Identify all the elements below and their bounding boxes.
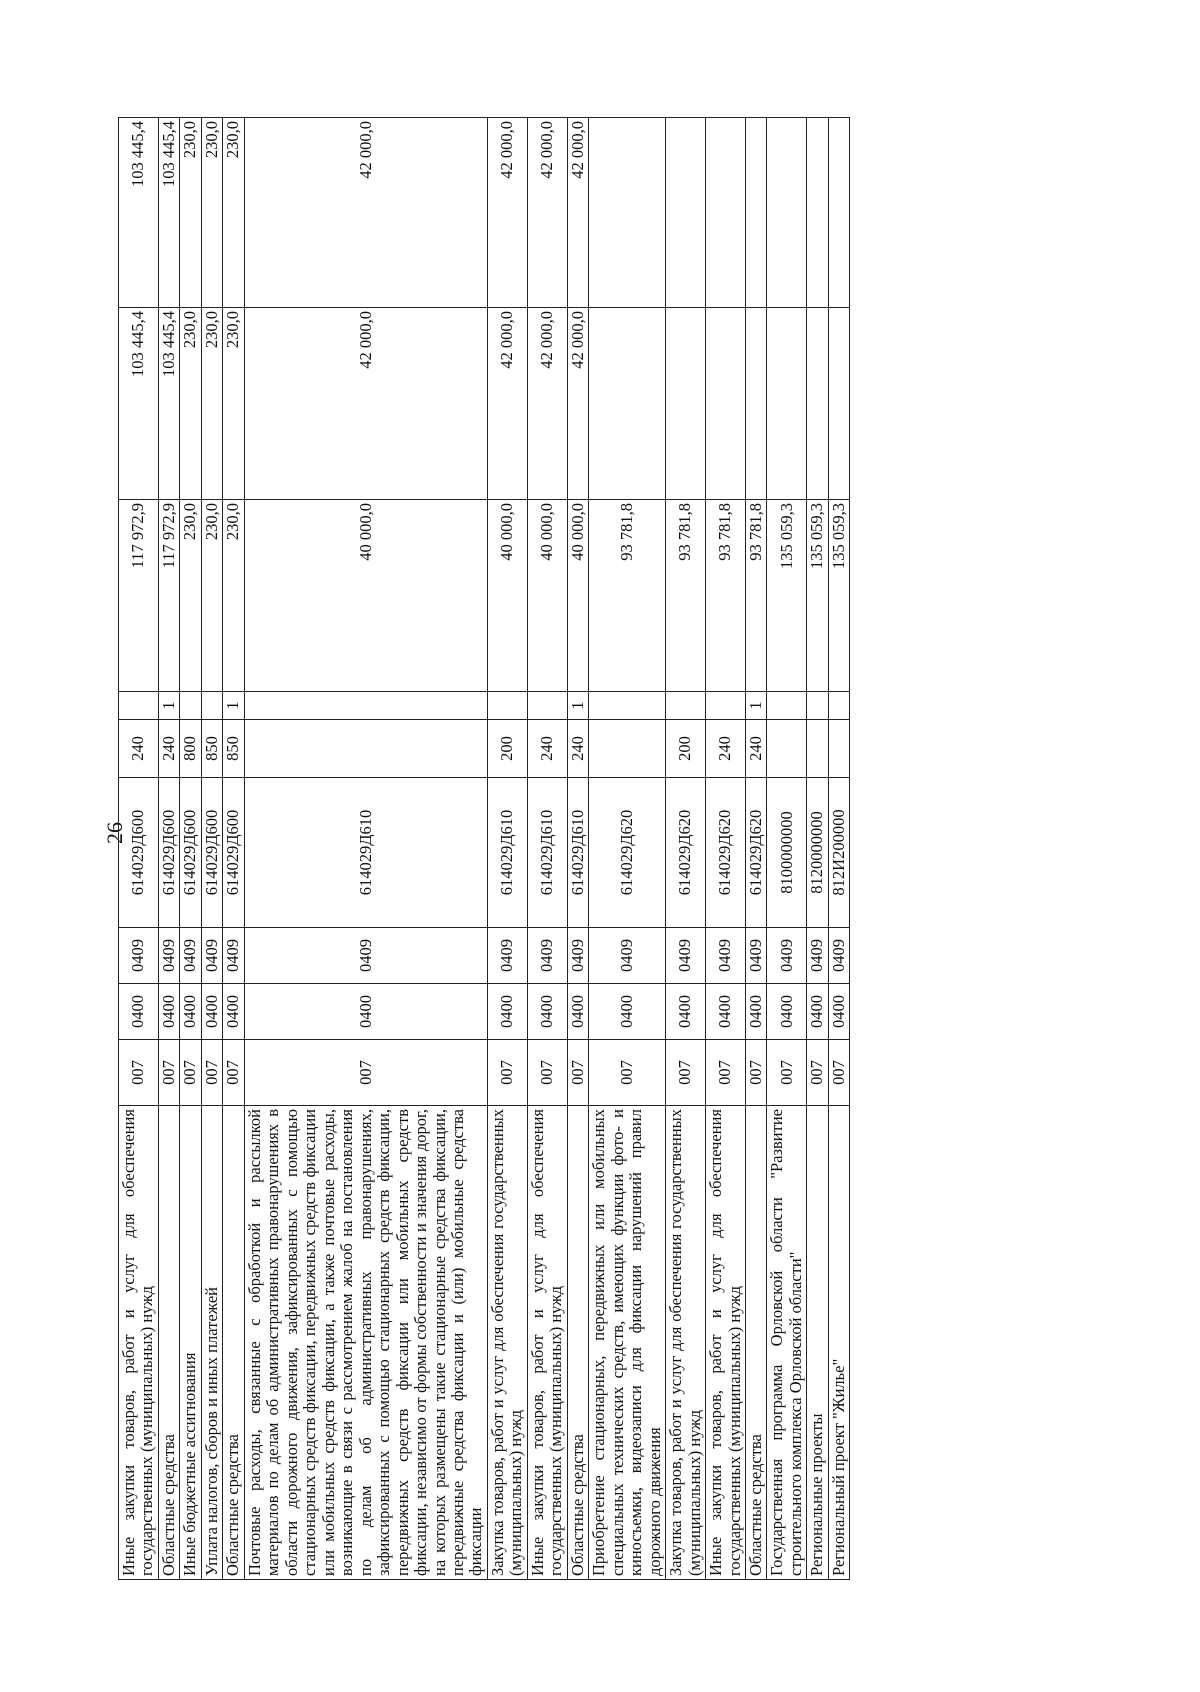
row-name-cell: Иные бюджетные ассигнования: [180, 1106, 201, 1580]
grbs-cell: 007: [767, 1040, 807, 1106]
grbs-cell: 007: [119, 1040, 159, 1106]
section-cell: 0400: [666, 984, 706, 1040]
amount-year2-cell: [807, 308, 828, 500]
target-article-cell: 614029Д610: [487, 778, 527, 928]
amount-year3-cell: [746, 118, 767, 308]
target-article-cell: 614029Д620: [706, 778, 746, 928]
section-cell: 0400: [487, 984, 527, 1040]
grbs-cell: 007: [746, 1040, 767, 1106]
budget-table-body: [119, 118, 850, 1580]
source-mark-cell: 1: [158, 692, 179, 720]
target-article-cell: 614029Д600: [180, 778, 201, 928]
subsection-cell: 0409: [487, 928, 527, 984]
source-mark-cell: [706, 692, 746, 720]
table-row: [119, 118, 159, 1580]
subsection-cell: 0409: [119, 928, 159, 984]
target-article-cell: 812И200000: [828, 778, 849, 928]
amount-year3-cell: 42 000,0: [487, 118, 527, 308]
amount-year3-cell: 230,0: [201, 118, 222, 308]
source-mark-cell: [828, 692, 849, 720]
amount-year1-cell: 230,0: [223, 500, 244, 692]
section-cell: 0400: [244, 984, 487, 1040]
section-cell: 0400: [746, 984, 767, 1040]
expense-type-cell: 240: [119, 720, 159, 778]
source-mark-cell: [201, 692, 222, 720]
grbs-cell: 007: [527, 1040, 567, 1106]
amount-year3-cell: 230,0: [223, 118, 244, 308]
target-article-cell: 614029Д600: [158, 778, 179, 928]
amount-year3-cell: 103 445,4: [119, 118, 159, 308]
amount-year2-cell: [767, 308, 807, 500]
subsection-cell: 0409: [828, 928, 849, 984]
section-cell: 0400: [589, 984, 666, 1040]
section-cell: 0400: [767, 984, 807, 1040]
grbs-cell: 007: [828, 1040, 849, 1106]
source-mark-cell: [767, 692, 807, 720]
row-name-cell: Областные средства: [567, 1106, 588, 1580]
source-mark-cell: [244, 692, 487, 720]
row-name-cell: Почтовые расходы, связанные с обработкой и рассылкой материалов по делам об административных правонарушениях в области дорожного движения, зафиксированных с помощью стационарных средств фиксации, передвижных средств фиксации или мобильных средств фиксации, а также почтовые расходы, возникающие в связи с рассмотрением жалоб на постановления по делам об административных правонарушениях, зафиксированных с помощью стационарных средств фиксации, передвижных средств фиксации или мобильных средств фиксации, независимо от формы собственности и значения дорог, на которых размещены такие стационарные средства фиксации, передвижные средства фиксации и (или) мобильные средства фиксации: [244, 1106, 487, 1580]
target-article-cell: 8120000000: [807, 778, 828, 928]
grbs-cell: 007: [223, 1040, 244, 1106]
section-cell: 0400: [201, 984, 222, 1040]
table-row: [666, 118, 706, 1580]
amount-year2-cell: 230,0: [201, 308, 222, 500]
section-cell: 0400: [807, 984, 828, 1040]
grbs-cell: 007: [201, 1040, 222, 1106]
section-cell: 0400: [158, 984, 179, 1040]
expense-type-cell: 240: [527, 720, 567, 778]
subsection-cell: 0409: [666, 928, 706, 984]
source-mark-cell: [180, 692, 201, 720]
amount-year2-cell: 42 000,0: [244, 308, 487, 500]
grbs-cell: 007: [589, 1040, 666, 1106]
amount-year3-cell: [666, 118, 706, 308]
amount-year1-cell: 230,0: [201, 500, 222, 692]
target-article-cell: 8100000000: [767, 778, 807, 928]
amount-year1-cell: 117 972,9: [119, 500, 159, 692]
amount-year3-cell: [807, 118, 828, 308]
subsection-cell: 0409: [201, 928, 222, 984]
amount-year2-cell: [666, 308, 706, 500]
table-row: [180, 118, 201, 1580]
section-cell: 0400: [527, 984, 567, 1040]
expense-type-cell: 800: [180, 720, 201, 778]
amount-year3-cell: 42 000,0: [527, 118, 567, 308]
subsection-cell: 0409: [527, 928, 567, 984]
table-row: [487, 118, 527, 1580]
source-mark-cell: [807, 692, 828, 720]
amount-year3-cell: [589, 118, 666, 308]
target-article-cell: 614029Д600: [201, 778, 222, 928]
subsection-cell: 0409: [807, 928, 828, 984]
grbs-cell: 007: [180, 1040, 201, 1106]
row-name-cell: Иные закупки товаров, работ и услуг для обеспечения государственных (муниципальных) нужд: [706, 1106, 746, 1580]
table-row: [201, 118, 222, 1580]
section-cell: 0400: [223, 984, 244, 1040]
table-row: [746, 118, 767, 1580]
expense-type-cell: [244, 720, 487, 778]
source-mark-cell: [666, 692, 706, 720]
table-row: [767, 118, 807, 1580]
grbs-cell: 007: [244, 1040, 487, 1106]
amount-year2-cell: 42 000,0: [487, 308, 527, 500]
grbs-cell: 007: [487, 1040, 527, 1106]
source-mark-cell: 1: [746, 692, 767, 720]
expense-type-cell: [828, 720, 849, 778]
amount-year1-cell: 93 781,8: [589, 500, 666, 692]
source-mark-cell: [527, 692, 567, 720]
row-name-cell: Приобретение стационарных, передвижных или мобильных специальных технических средств, имеющих функции фото- и киносъемки, видеозаписи для фиксации нарушений правил дорожного движения: [589, 1106, 666, 1580]
table-row: [158, 118, 179, 1580]
amount-year3-cell: [706, 118, 746, 308]
row-name-cell: Государственная программа Орловской области "Развитие строительного комплекса Орловской области": [767, 1106, 807, 1580]
amount-year1-cell: 93 781,8: [706, 500, 746, 692]
subsection-cell: 0409: [589, 928, 666, 984]
row-name-cell: Региональный проект "Жилье": [828, 1106, 849, 1580]
source-mark-cell: 1: [567, 692, 588, 720]
amount-year3-cell: [767, 118, 807, 308]
expense-type-cell: 200: [487, 720, 527, 778]
amount-year2-cell: [706, 308, 746, 500]
budget-table: [118, 117, 850, 1580]
subsection-cell: 0409: [567, 928, 588, 984]
source-mark-cell: 1: [223, 692, 244, 720]
section-cell: 0400: [828, 984, 849, 1040]
target-article-cell: 614029Д610: [567, 778, 588, 928]
expense-type-cell: 850: [223, 720, 244, 778]
amount-year2-cell: [746, 308, 767, 500]
grbs-cell: 007: [666, 1040, 706, 1106]
subsection-cell: 0409: [767, 928, 807, 984]
amount-year1-cell: 93 781,8: [746, 500, 767, 692]
rotated-table-wrapper: [118, 118, 1034, 1580]
amount-year2-cell: 42 000,0: [567, 308, 588, 500]
expense-type-cell: [807, 720, 828, 778]
section-cell: 0400: [119, 984, 159, 1040]
amount-year1-cell: 93 781,8: [666, 500, 706, 692]
row-name-cell: Уплата налогов, сборов и иных платежей: [201, 1106, 222, 1580]
target-article-cell: 614029Д620: [666, 778, 706, 928]
expense-type-cell: 240: [706, 720, 746, 778]
section-cell: 0400: [180, 984, 201, 1040]
amount-year2-cell: [828, 308, 849, 500]
amount-year1-cell: 40 000,0: [244, 500, 487, 692]
amount-year1-cell: 230,0: [180, 500, 201, 692]
subsection-cell: 0409: [746, 928, 767, 984]
amount-year2-cell: 230,0: [223, 308, 244, 500]
subsection-cell: 0409: [706, 928, 746, 984]
amount-year3-cell: 42 000,0: [244, 118, 487, 308]
target-article-cell: 614029Д620: [589, 778, 666, 928]
table-row: [828, 118, 849, 1580]
row-name-cell: Закупка товаров, работ и услуг для обеспечения государственных (муниципальных) нужд: [487, 1106, 527, 1580]
source-mark-cell: [119, 692, 159, 720]
source-mark-cell: [487, 692, 527, 720]
table-row: [706, 118, 746, 1580]
amount-year3-cell: 103 445,4: [158, 118, 179, 308]
row-name-cell: Областные средства: [158, 1106, 179, 1580]
row-name-cell: Областные средства: [746, 1106, 767, 1580]
expense-type-cell: 240: [567, 720, 588, 778]
target-article-cell: 614029Д600: [119, 778, 159, 928]
expense-type-cell: 240: [158, 720, 179, 778]
amount-year2-cell: 42 000,0: [527, 308, 567, 500]
target-article-cell: 614029Д600: [223, 778, 244, 928]
amount-year1-cell: 135 059,3: [807, 500, 828, 692]
row-name-cell: Закупка товаров, работ и услуг для обеспечения государственных (муниципальных) нужд: [666, 1106, 706, 1580]
grbs-cell: 007: [807, 1040, 828, 1106]
expense-type-cell: 850: [201, 720, 222, 778]
amount-year1-cell: 40 000,0: [487, 500, 527, 692]
expense-type-cell: [589, 720, 666, 778]
amount-year1-cell: 117 972,9: [158, 500, 179, 692]
amount-year2-cell: 230,0: [180, 308, 201, 500]
row-name-cell: Областные средства: [223, 1106, 244, 1580]
table-row: [244, 118, 487, 1580]
source-mark-cell: [589, 692, 666, 720]
section-cell: 0400: [567, 984, 588, 1040]
page-number: 26: [102, 822, 127, 844]
table-row: [807, 118, 828, 1580]
row-name-cell: Иные закупки товаров, работ и услуг для обеспечения государственных (муниципальных) нужд: [527, 1106, 567, 1580]
amount-year3-cell: 230,0: [180, 118, 201, 308]
subsection-cell: 0409: [244, 928, 487, 984]
expense-type-cell: 240: [746, 720, 767, 778]
subsection-cell: 0409: [223, 928, 244, 984]
amount-year1-cell: 40 000,0: [567, 500, 588, 692]
amount-year1-cell: 40 000,0: [527, 500, 567, 692]
expense-type-cell: 200: [666, 720, 706, 778]
row-name-cell: Региональные проекты: [807, 1106, 828, 1580]
table-row: [567, 118, 588, 1580]
amount-year3-cell: 42 000,0: [567, 118, 588, 308]
subsection-cell: 0409: [158, 928, 179, 984]
amount-year2-cell: 103 445,4: [158, 308, 179, 500]
table-row: [527, 118, 567, 1580]
target-article-cell: 614029Д620: [746, 778, 767, 928]
amount-year1-cell: 135 059,3: [828, 500, 849, 692]
amount-year2-cell: [589, 308, 666, 500]
table-row: [589, 118, 666, 1580]
grbs-cell: 007: [567, 1040, 588, 1106]
target-article-cell: 614029Д610: [244, 778, 487, 928]
row-name-cell: Иные закупки товаров, работ и услуг для обеспечения государственных (муниципальных) нужд: [119, 1106, 159, 1580]
expense-type-cell: [767, 720, 807, 778]
section-cell: 0400: [706, 984, 746, 1040]
target-article-cell: 614029Д610: [527, 778, 567, 928]
grbs-cell: 007: [706, 1040, 746, 1106]
amount-year3-cell: [828, 118, 849, 308]
amount-year1-cell: 135 059,3: [767, 500, 807, 692]
amount-year2-cell: 103 445,4: [119, 308, 159, 500]
grbs-cell: 007: [158, 1040, 179, 1106]
table-row: [223, 118, 244, 1580]
subsection-cell: 0409: [180, 928, 201, 984]
